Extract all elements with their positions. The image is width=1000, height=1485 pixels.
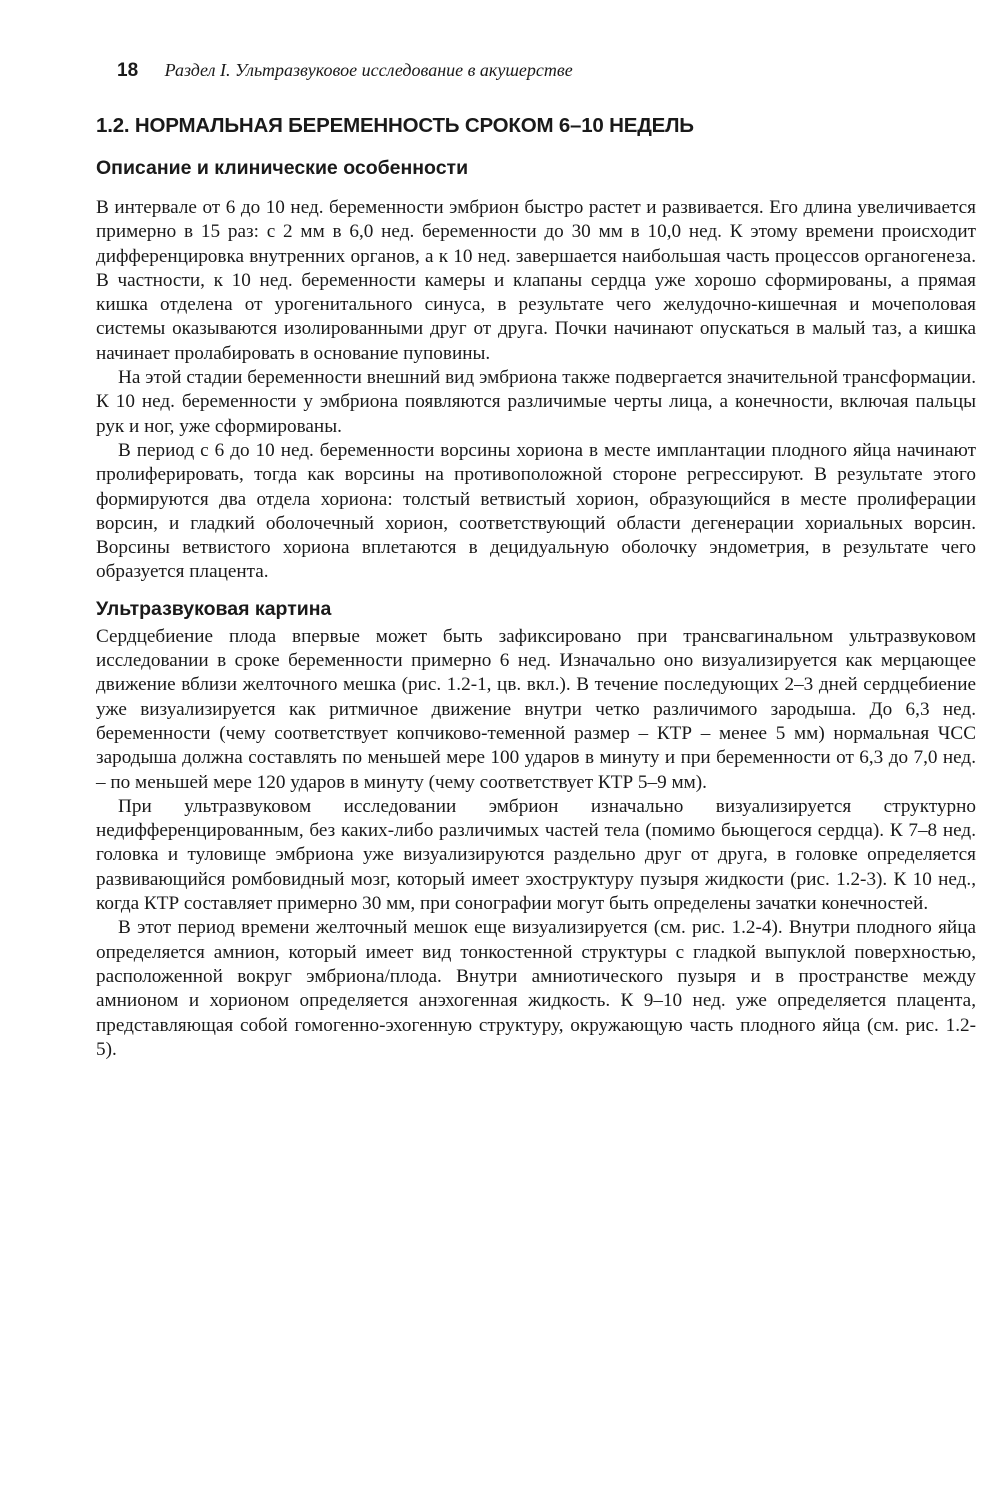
page-content — [96, 112, 976, 1062]
subsection-title-description: Описание и клинические особенности — [96, 157, 469, 179]
paragraph: В период с 6 до 10 нед. беременности ворсины хориона в месте имплантации плодного яйца начинают пролиферировать, тогда как ворсины на противоположной стороне регрессируют. В результате этого формируются два отдела хориона: толстый ветвистый хорион, образующийся в месте пролиферации ворсин, и гладкий оболочечный хорион, соответствующий области дегенерации хориальных ворсин. Ворсины ветвистого хориона вплетаются в децидуальную оболочку эндометрия, в результате чего образуется плацента. — [96, 439, 976, 583]
paragraph: При ультразвуковом исследовании эмбрион изначально визуализируется структурно недифференцированным, без каких-либо различимых частей тела (помимо бьющегося сердца). К 7–8 нед. головка и туловище эмбриона уже визуализируются раздельно друг от друга, в головке определяется развивающийся ромбовидный мозг, который имеет эхоструктуру пузыря жидкости (рис. 1.2-3). К 10 нед., когда КТР составляет примерно 30 мм, при сонографии могут быть определены зачатки конечностей. — [96, 795, 976, 915]
paragraph: Сердцебиение плода впервые может быть зафиксировано при трансвагинальном ультразвуковом исследовании в сроке беременности примерно 6 нед. Изначально оно визуализируется как мерцающее движение вблизи желточного мешка (рис. 1.2-1, цв. вкл.). В течение последующих 2–3 дней сердцебиение уже визуализируется как ритмичное движение внутри четко различимого зародыша. До 6,3 нед. беременности (чему соответствует копчиково-теменной размер – КТР – менее 5 мм) нормальная ЧСС зародыша должна составлять по меньшей мере 100 ударов в минуту и при беременности от 6,3 до 7,0 нед. – по меньшей мере 120 ударов в минуту (чему соответствует КТР 5–9 мм). — [96, 625, 976, 793]
running-title: Раздел I. Ультразвуковое исследование в акушерстве — [164, 60, 573, 80]
subsection-title-ultrasound: Ультразвуковая картина — [96, 597, 332, 620]
paragraph: На этой стадии беременности внешний вид эмбриона также подвергается значительной трансформации. К 10 нед. беременности у эмбриона появляются различимые черты лица, а конечности, включая пальцы рук и ног, уже сформированы. — [96, 367, 976, 437]
page-header — [117, 58, 573, 83]
paragraph: В этот период времени желточный мешок еще визуализируется (см. рис. 1.2-4). Внутри плодного яйца определяется амнион, который имеет вид тонкостенной структуры с гладкой выпуклой поверхностью, расположенной вокруг эмбриона/плода. Внутри амниотического пузыря и в пространстве между амнионом и хорионом определяется анэхогенная жидкость. К 9–10 нед. уже определяется плацента, представляющая собой гомогенно-эхогенную структуру, окружающую часть плодного яйца (см. рис. 1.2-5). — [96, 917, 976, 1060]
page-number: 18 — [117, 60, 139, 81]
section-title: 1.2. НОРМАЛЬНАЯ БЕРЕМЕННОСТЬ СРОКОМ 6–10 НЕДЕЛЬ — [96, 114, 694, 137]
paragraph: В интервале от 6 до 10 нед. беременности эмбрион быстро растет и развивается. Его длина увеличивается примерно в 15 раз: с 2 мм в 6,0 нед. беременности до 30 мм в 10,0 нед. К этому времени происходит дифференцировка внутренних органов, а к 10 нед. завершается наибольшая часть процессов органогенеза. В частности, к 10 нед. беременности камеры и клапаны сердца уже хорошо сформированы, а прямая кишка отделена от урогенитального синуса, в результате чего желудочно-кишечная и мочеполовая системы оказываются изолированными друг от друга. Почки начинают опускаться в малый таз, а кишка начинает пролабировать в основание пуповины. — [96, 197, 976, 364]
